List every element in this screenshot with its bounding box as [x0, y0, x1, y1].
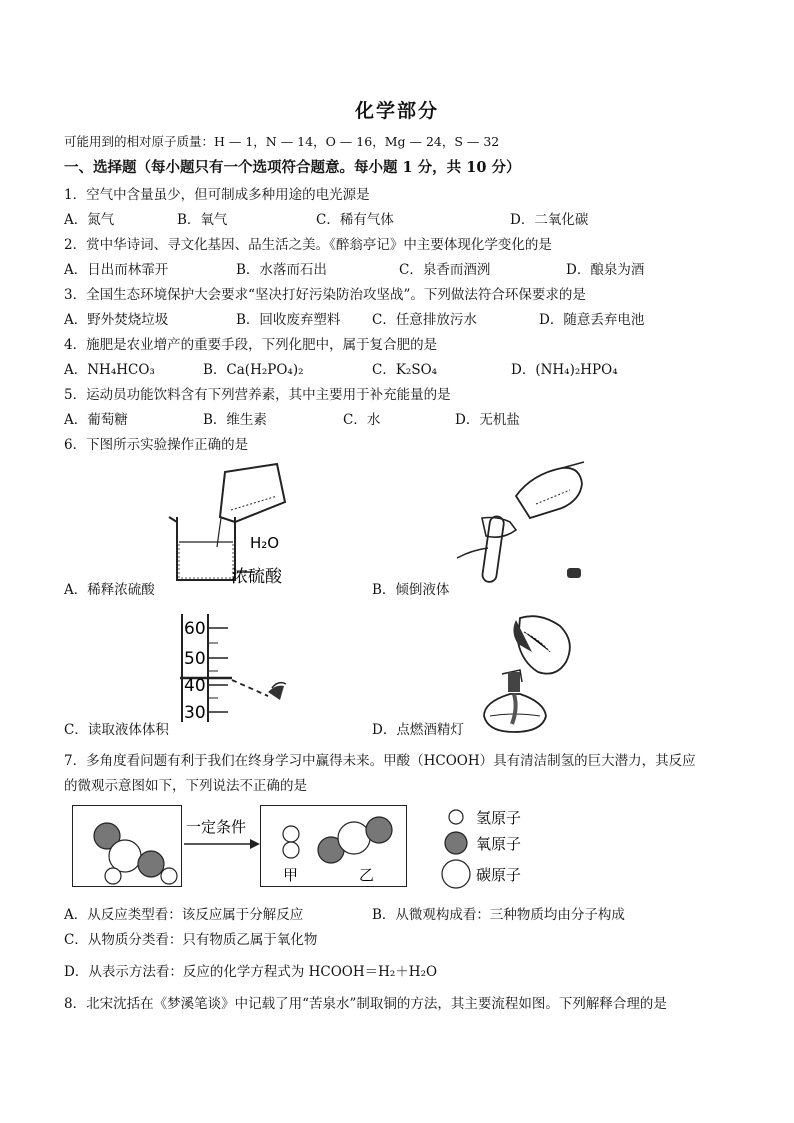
q1-option-b: B．氧气 [177, 212, 228, 228]
fig-a-label-water: H₂O [250, 534, 280, 552]
section-heading: 一、选择题（每小题只有一个选项符合题意。每小题 1 分，共 10 分） [64, 159, 521, 176]
q4-option-d: D．(NH₄)₂HPO₄ [511, 362, 618, 378]
q5-option-a: A．葡萄糖 [64, 412, 128, 428]
q6-option-a: A．稀释浓硫酸 [64, 582, 155, 598]
q6-stem: 6．下图所示实验操作正确的是 [64, 437, 249, 453]
q3-stem: 3．全国生态环境保护大会要求“坚决打好污染防治攻坚战”。下列做法符合环保要求的是 [64, 287, 586, 303]
q6-option-b: B．倾倒液体 [372, 582, 450, 598]
q2-option-b: B．水落而石出 [236, 262, 327, 278]
product-box [260, 805, 407, 887]
q4-option-a: A．NH₄HCO₃ [64, 362, 155, 378]
legend-hydrogen: 氢原子 [476, 809, 522, 827]
q7-option-c: C．从物质分类看：只有物质乙属于氧化物 [64, 932, 318, 948]
q2-option-c: C．泉香而酒洌 [399, 262, 491, 278]
page-title: 化学部分 [354, 100, 439, 122]
reactant-box [72, 805, 182, 887]
atom-legend [440, 805, 550, 890]
q8-stem: 8．北宋沈括在《梦溪笔谈》中记载了用“苦泉水”制取铜的方法，其主要流程如图。下列解释合理的是 [64, 996, 667, 1012]
q1-option-c: C．稀有气体 [316, 212, 394, 228]
q7-option-d: D．从表示方法看：反应的化学方程式为 HCOOH＝H₂＋H₂O [64, 964, 438, 980]
q3-option-a: A．野外焚烧垃圾 [64, 312, 169, 328]
fig-a-label-acid: 浓硫酸 [231, 567, 282, 587]
q2-stem: 2．赏中华诗词、寻文化基因、品生活之美。《醉翁亭记》中主要体现化学变化的是 [64, 237, 552, 253]
q7-option-b: B．从微观构成看：三种物质均由分子构成 [372, 907, 625, 923]
fig-c-tick-30: 30 [184, 703, 206, 722]
q6-option-d: D．点燃酒精灯 [372, 722, 464, 738]
reaction-arrow [182, 810, 262, 850]
legend-carbon: 碳原子 [476, 866, 522, 884]
figure-read-volume [172, 614, 302, 722]
formic-acid-molecule [73, 806, 180, 885]
q1-stem: 1．空气中含量虽少，但可制成多种用途的电光源是 [64, 187, 370, 203]
product-molecules [261, 806, 405, 885]
q6-option-c: C．读取液体体积 [64, 722, 169, 738]
q4-option-c: C．K₂SO₄ [372, 362, 438, 378]
atomic-masses: 可能用到的相对原子质量：H — 1，N — 14，O — 16，Mg — 24，S — 32 [64, 134, 500, 149]
q2-option-a: A．日出而林霏开 [64, 262, 169, 278]
q1-option-d: D．二氧化碳 [510, 212, 589, 228]
q4-stem: 4．施肥是农业增产的重要手段，下列化肥中，属于复合肥的是 [64, 337, 438, 353]
q5-option-b: B．维生素 [203, 412, 267, 428]
fig-c-tick-60: 60 [184, 619, 206, 639]
fig-c-tick-50: 50 [184, 649, 206, 669]
q3-option-c: C．任意排放污水 [372, 312, 477, 328]
product-label-jia: 甲 [283, 866, 299, 884]
fig-c-tick-40: 40 [184, 676, 206, 696]
q3-option-b: B．回收废弃塑料 [236, 312, 341, 328]
q5-option-d: D．无机盐 [455, 412, 520, 428]
reaction-condition: 一定条件 [186, 818, 247, 836]
q2-option-d: D．酿泉为酒 [566, 262, 645, 278]
legend-oxygen: 氧原子 [476, 835, 522, 853]
q7-stem-line1: 7．多角度看问题有利于我们在终身学习中赢得未来。甲酸（HCOOH）具有清洁制氢的巨大潜力，其反应 [64, 753, 696, 769]
figure-pour-liquid [452, 460, 592, 585]
q5-stem: 5．运动员功能饮料含有下列营养素，其中主要用于补充能量的是 [64, 387, 451, 403]
figure-dilute-acid [165, 462, 295, 587]
q7-stem-line2: 的微观示意图如下，下列说法不正确的是 [64, 778, 307, 794]
q5-option-c: C．水 [343, 412, 381, 428]
q1-option-a: A．氮气 [64, 212, 115, 228]
q3-option-d: D．随意丢弃电池 [539, 312, 645, 328]
q7-option-a: A．从反应类型看：该反应属于分解反应 [64, 907, 304, 923]
product-label-yi: 乙 [359, 866, 375, 884]
figure-light-lamp [480, 612, 580, 734]
q4-option-b: B．Ca(H₂PO₄)₂ [203, 362, 304, 378]
